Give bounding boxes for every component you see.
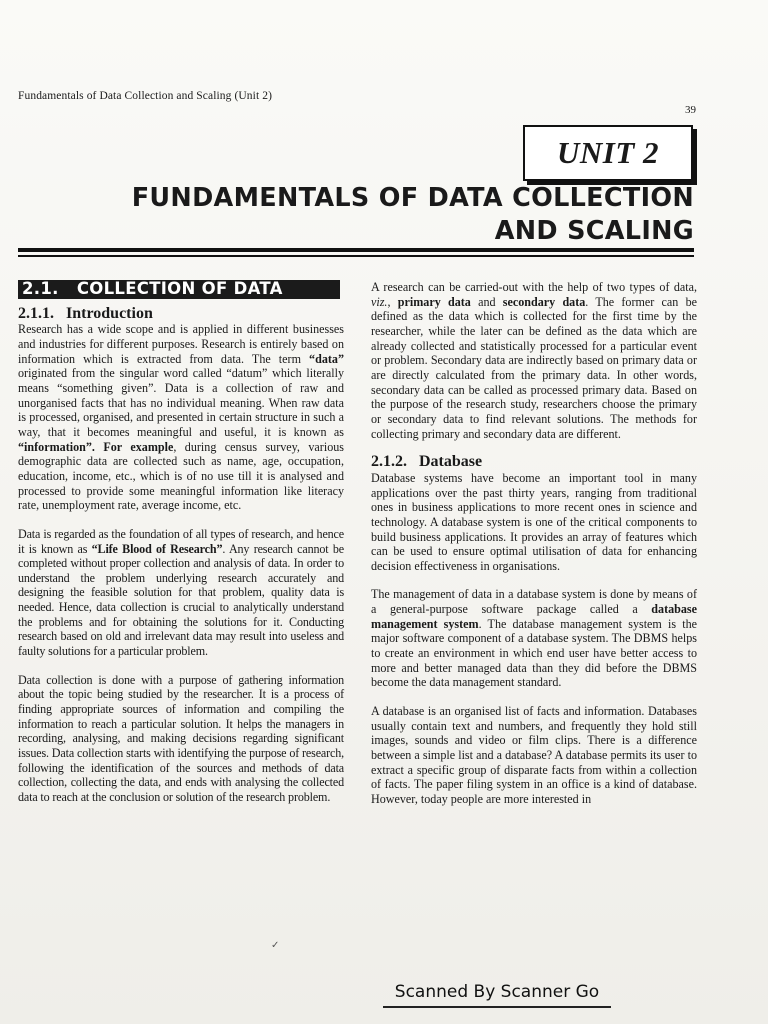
chapter-title-line-1: FUNDAMENTALS OF DATA COLLECTION [131,183,694,213]
text-run: Data is regarded as the foundation of all types of research, and hence it is known as [18,526,344,556]
unit-label: UNIT 2 [556,135,660,170]
subsection-number: 2.1.1. [18,304,54,322]
paragraph-data-collection: Data collection is done with a purpose of gathering information about the topic being studied by the researcher. It is a process of finding appropriate sources of information and compiling the information to reach a particular solution. It helps the managers in recording, analysing, and making decisions regarding significant issues. Data collection starts with identifying the purpose of research, following the identification of the sources and methods of data collection, collecting the data, and ends with analysing the collected data to reach at the conclusion or solution of the research problem. [18,672,344,804]
subsection-heading-introduction [18,304,344,322]
title-rule-thick [18,248,694,252]
paragraph-database-definition: A database is an organised list of facts and information. Databases usually contain text and numbers, and frequently they hold still images, sounds and video or film clips. There is a difference between a simple list and a database? A database permits its user to extract a specific group of disparate facts from within a collection of facts. The paper filing system in an office is a kind of database. However, today people are more interested in [371,704,697,806]
text-run-bold: database management system [371,602,697,631]
text-run: and [470,294,503,309]
chapter-title-line-2: AND SCALING [494,216,694,246]
section-heading [18,280,340,299]
left-column [18,280,344,819]
unit-label-box [523,125,693,181]
text-run-bold: “Life Blood of Research” [91,541,223,556]
section-number: 2.1. [22,279,59,298]
text-run-bold: primary data [397,294,471,309]
text-run: A research can be carried-out with the help of two types of data, [371,280,697,294]
subsection-number: 2.1.2. [371,453,407,471]
text-run: . Any research cannot be completed without proper collection and analysis of data. In order to understand the problem underlying research accurately and designing the feasible solution for that problem, quality data is needed. Hence, data collection is crucial to analytically understand the problems and for obtaining the solutions for it. Conducting research based on old and irrelevant data may result into useless and faulty solutions for a particular problem. [18,541,344,659]
running-header: Fundamentals of Data Collection and Scaling (Unit 2) [18,90,272,102]
subsection-heading-database [371,455,697,470]
right-column [371,280,697,821]
text-run: , [387,294,398,309]
title-rule-thin [18,255,694,257]
text-run: Research has a wide scope and is applied in different businesses and industries for different purposes. Research is entirely based on information which is extracted from data. The term [18,322,344,366]
scanner-watermark-underline [383,1006,611,1008]
subsection-title: Introduction [66,304,153,322]
scan-speck: ✓ [271,940,280,951]
paragraph-data-types [371,280,697,441]
chapter-title [34,182,694,248]
paragraph-life-blood [18,527,344,659]
scanner-watermark: Scanned By Scanner Go [394,982,600,1002]
paragraph-introduction [18,322,344,513]
text-run-bold: “information”. For example [18,439,174,454]
text-run-bold: secondary data [502,294,586,309]
text-run: , during census survey, various demographic data are collected such as name, age, occupation, education, income, etc., which is of no use till it is analysed and processed to provide some meaningful information like literacy rate, unemployment rate, average income, etc. [18,439,344,513]
subsection-title: Database [419,453,483,471]
text-run: . The former can be defined as the data which is collected for the first time by the researcher, while the later can be defined as the data which are already collected and statistically processed for a particular event or problem. Secondary data are indirectly based on primary data or are directly calculated from the primary data. In other words, secondary data can be called as processed primary data. Based on the purpose of the research study, researchers choose the primary or secondary data to find relevant solutions. The methods for collecting primary and secondary data are different. [371,294,697,441]
text-run-italic: viz. [371,294,388,309]
page-number: 39 [685,104,696,116]
text-run: The management of data in a database system is done by means of a general-purpose software package called a [371,587,697,617]
paragraph-dbms [371,587,697,690]
text-run-bold: “data” [309,351,344,366]
text-run: . The database management system is the major software component of a database system. The DBMS helps to create an environment in which end user have better access to more and better managed data than they did before the DBMS become the data management standard. [371,616,697,690]
section-title: COLLECTION OF DATA [76,279,283,298]
text-run: originated from the singular word called “datum” which literally means “something given”. Data is a collection of raw and unorganised facts that has no individual meaning. When raw data is processed, organised, and presented in certain structure in such a way, that it becomes meaningful and useful, it is known as [18,366,344,439]
paragraph-database-systems: Database systems have become an important tool in many applications over the past thirty years, ranging from traditional ones in business applications to more recent ones in science and technology. A database system is one of the critical components to build business applications. It provides an array of features which can be used to ensure optimal utilisation of data for enhancing decision effectiveness in organisations. [371,470,697,573]
